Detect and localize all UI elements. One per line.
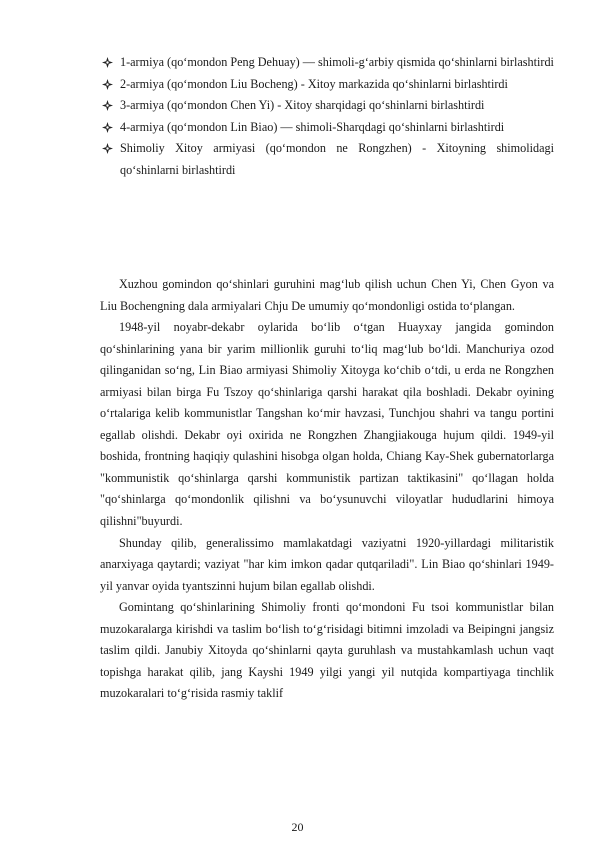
bullet-text: 1-armiya (qo‘mondon Peng Dehuay) — shimoli-g‘arbiy qismida qo‘shinlarni birlashtirdi	[120, 55, 554, 69]
bullet-item	[100, 117, 554, 139]
page-number: 20	[291, 820, 304, 834]
diamond-bullet-icon	[102, 100, 113, 111]
bullet-text: Shimoliy Xitoy armiyasi (qo‘mondon ne Rongzhen) - Xitoyning shimolidagi qo‘shinlarni birlashtirdi	[120, 141, 554, 177]
bullet-item	[100, 74, 554, 96]
bullet-text: 2-armiya (qo‘mondon Liu Bocheng) - Xitoy markazida qo‘shinlarni birlashtirdi	[120, 76, 508, 91]
diamond-bullet-icon	[102, 143, 113, 154]
diamond-bullet-icon	[102, 122, 113, 133]
paragraph: 1948-yil noyabr-dekabr oylarida bo‘lib o‘tgan Huayxay jangida gomindon qo‘shinlarining yana bir yarim millionlik guruhi to‘liq mag‘lub bo‘ldi. Manchuriya ozod qilinganidan so‘ng, Lin Biao armiyasi Shimoliy Xitoyga ko‘chib o‘tdi, u erda ne Rongzhen armiyasi bilan birga Fu Tszoy qo‘shinlariga qarshi harakat qila boshladi. Dekabr oyining o‘rtalariga kelib kommunistlar Tangshan ko‘mir havzasi, Tunchjou shahri va tangu portini egallab olishdi. Dekabr oyi oxirida ne Rongzhen Zhangjiakouga hujum qildi. 1949-yil boshida, frontning haqiqiy qulashini hisobga olgan holda, Chiang Kay-Shek gubernatorlarga "kommunistik qo‘shinlarga qarshi kommunistik partizan taktikasini" qo‘llagan holda "qo‘shinlarga qo‘mondonlik qilishni va bo‘ysunuvchi viloyatlar hududlarini himoya qilishni"buyurdi.	[100, 320, 554, 529]
bullet-item	[100, 138, 554, 181]
paragraph: Xuzhou gomindon qo‘shinlari guruhini mag‘lub qilish uchun Chen Yi, Chen Gyon va Liu Bochengning dala armiyalari Chju De umumiy qo‘mondonligi ostida to‘plangan.	[100, 277, 554, 313]
bullet-list	[100, 52, 554, 182]
diamond-bullet-icon	[102, 79, 113, 90]
paragraph: Gomintang qo‘shinlarining Shimoliy fronti qo‘mondoni Fu tsoi kommunistlar bilan muzokaralarga kirishdi va taslim bo‘lish to‘g‘risidagi bitimni imzoladi va Beipingni jangsiz taslim qildi. Janubiy Xitoyda qo‘shinlarni qayta guruhlash va mustahkamlash uchun vaqt topishga harakat qilib, jang Kayshi 1949 yilgi yangi yil nutqida kompartiyaga tinchlik muzokaralari to‘g‘risida rasmiy taklif	[100, 600, 554, 701]
bullet-item	[100, 52, 554, 74]
paragraph: Shunday qilib, generalissimo mamlakatdagi vaziyatni 1920-yillardagi militaristik anarxiyaga qaytardi; vaziyat "har kim imkon qadar qutqariladi". Lin Biao qo‘shinlari 1949-yil yanvar oyida tyantszinni hujum bilan egallab olishdi.	[100, 535, 554, 593]
bullet-text: 3-armiya (qo‘mondon Chen Yi) - Xitoy sharqidagi qo‘shinlarni birlashtirdi	[120, 98, 485, 113]
body-text	[100, 274, 554, 705]
diamond-bullet-icon	[102, 57, 113, 68]
bullet-text: 4-armiya (qo‘mondon Lin Biao) — shimoli-Sharqdagi qo‘shinlarni birlashtirdi	[120, 119, 505, 134]
bullet-item	[100, 95, 554, 117]
